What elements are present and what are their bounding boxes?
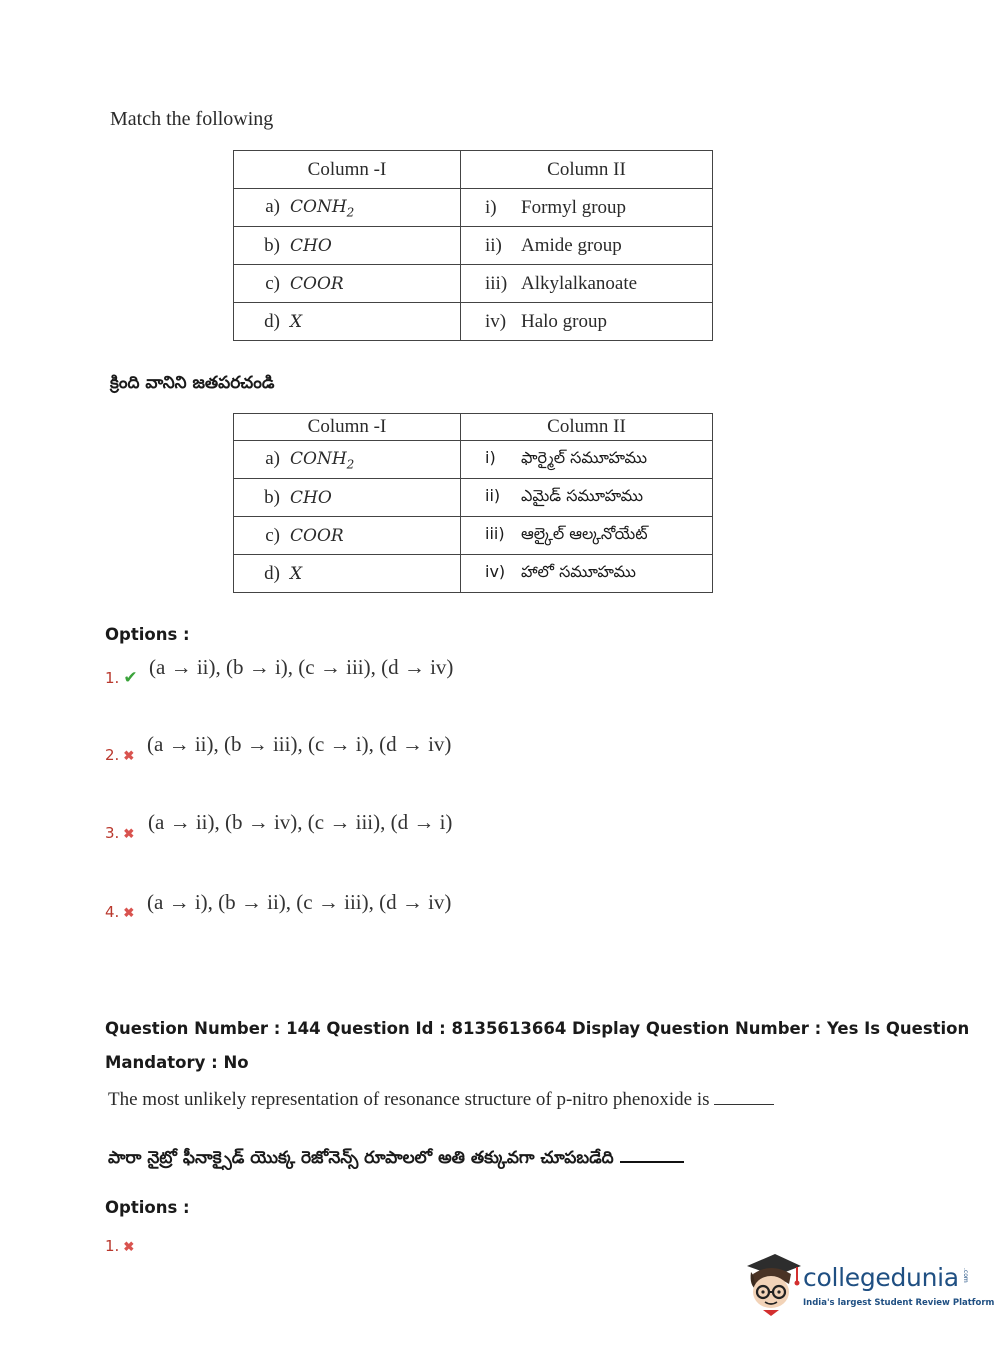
options-label: Options : <box>105 625 190 644</box>
option-3-text: (a → ii), (b → iv), (c → iii), (d → i) <box>148 810 453 834</box>
table-row <box>234 227 713 265</box>
answer-blank <box>714 1103 774 1105</box>
row-label: c) <box>265 524 280 546</box>
group-name: ఫార్మైల్ సమూహము <box>521 448 647 467</box>
formula: $CONH_2$ <box>290 448 355 472</box>
formula: COOR <box>290 273 344 294</box>
question-text-telugu: పారా నైట్రో ఫీనాక్సైడ్ యొక్క రెజోనెన్స్ రూపాలలో అతి తక్కువగా చూపబడేది <box>108 1148 684 1172</box>
question-text-english: The most unlikely representation of resonance structure of p-nitro phenoxide is <box>108 1089 774 1111</box>
formula: COOR <box>290 525 344 546</box>
group-name: Halo group <box>521 310 608 332</box>
row-label: iii) <box>485 272 508 294</box>
option-4[interactable] <box>105 903 134 922</box>
row-label: iv) <box>485 562 506 581</box>
instruction-telugu: క్రింది వానిని జతపరచండి <box>110 373 275 393</box>
options-label: Options : <box>105 1198 190 1217</box>
group-name: ఎమైడ్ సమూహము <box>521 486 644 505</box>
column-1-header: Column -I <box>234 151 461 189</box>
formula: $CONH_2$ <box>290 196 355 220</box>
instruction-english: Match the following <box>110 108 274 130</box>
logo-tagline: India's largest Student Review Platform <box>803 1298 995 1308</box>
option-number: 4. <box>105 903 120 921</box>
column-1-header: Column -I <box>234 414 461 441</box>
question-meta-line-1: Question Number : 144 Question Id : 8135613664 Display Question Number : Yes Is Question <box>105 1019 970 1038</box>
answer-blank <box>620 1160 684 1163</box>
q2-option-1[interactable] <box>105 1237 134 1256</box>
option-1[interactable] <box>105 668 138 688</box>
group-name: ఆల్కైల్ ఆల్కనోయేట్ <box>521 524 648 543</box>
option-2-text: (a → ii), (b → iii), (c → i), (d → iv) <box>147 732 452 756</box>
row-label: i) <box>485 448 496 467</box>
cross-icon: ✖ <box>123 826 135 841</box>
formula: X <box>290 563 303 584</box>
table-row <box>234 517 713 555</box>
option-3[interactable] <box>105 824 134 843</box>
formula: X <box>290 311 303 332</box>
group-name: Formyl group <box>521 196 627 218</box>
row-label: iv) <box>485 310 507 332</box>
table-row <box>234 441 713 479</box>
match-table-telugu <box>233 413 713 593</box>
column-2-header: Column II <box>461 414 713 441</box>
row-label: b) <box>264 234 280 256</box>
match-table-english <box>233 150 713 341</box>
logo-suffix: .com <box>962 1268 969 1283</box>
row-label: ii) <box>485 234 502 256</box>
check-icon: ✔ <box>123 668 138 687</box>
group-name: హాలో సమూహము <box>521 562 636 581</box>
table-row <box>234 189 713 227</box>
row-label: b) <box>264 486 280 508</box>
option-number: 1. <box>105 1237 120 1255</box>
option-number: 2. <box>105 746 120 764</box>
row-label: a) <box>265 195 280 217</box>
row-label: d) <box>264 562 280 584</box>
option-4-text: (a → i), (b → ii), (c → iii), (d → iv) <box>147 890 452 914</box>
student-mascot-icon <box>741 1250 803 1316</box>
group-name: Amide group <box>521 234 622 256</box>
option-2[interactable] <box>105 746 134 765</box>
row-label: iii) <box>485 524 505 543</box>
question-meta-line-2: Mandatory : No <box>105 1053 249 1072</box>
cross-icon: ✖ <box>123 748 135 763</box>
table-row <box>234 555 713 593</box>
option-number: 3. <box>105 824 120 842</box>
option-1-text: (a → ii), (b → i), (c → iii), (d → iv) <box>149 655 454 679</box>
row-label: ii) <box>485 486 501 505</box>
cross-icon: ✖ <box>123 905 135 920</box>
row-label: a) <box>265 447 280 469</box>
table-row <box>234 265 713 303</box>
logo-name: collegedunia <box>803 1263 959 1292</box>
row-label: d) <box>264 310 280 332</box>
row-label: c) <box>265 272 280 294</box>
row-label: i) <box>485 196 497 218</box>
option-number: 1. <box>105 669 120 687</box>
cross-icon: ✖ <box>123 1239 135 1254</box>
formula: CHO <box>290 487 332 508</box>
collegedunia-logo[interactable] <box>741 1250 995 1320</box>
group-name: Alkylalkanoate <box>521 272 638 294</box>
formula: CHO <box>290 235 332 256</box>
table-row <box>234 479 713 517</box>
table-row <box>234 303 713 341</box>
column-2-header: Column II <box>461 151 713 189</box>
